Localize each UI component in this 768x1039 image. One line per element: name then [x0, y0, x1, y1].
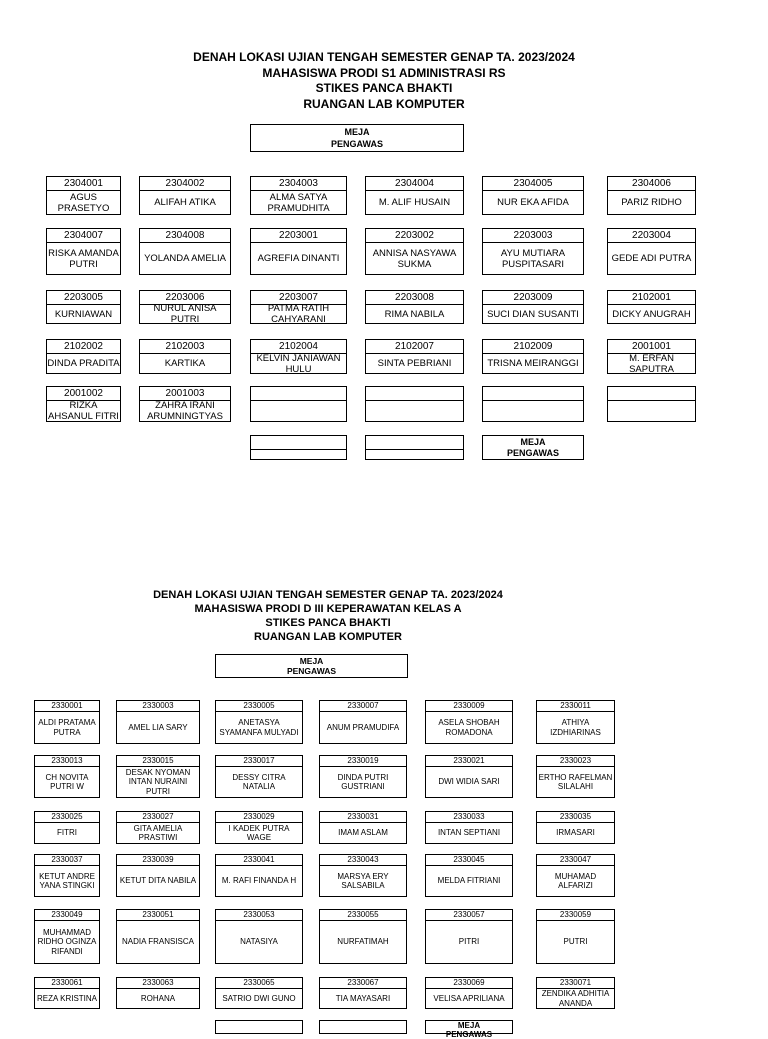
seat-id: 2330049 [35, 910, 99, 921]
title-line: STIKES PANCA BHAKTI [265, 617, 391, 629]
seat [607, 290, 696, 324]
seat-id: 2304001 [47, 177, 120, 191]
seat-student-name: MUHAMAD ALFARIZI [554, 871, 597, 890]
seat-student-name: MARSYA ERY SALSABILA [337, 871, 389, 890]
seat-id: 2330011 [537, 701, 614, 712]
seat-student-name: PARIZ RIDHO [621, 197, 682, 208]
seat [536, 755, 615, 798]
seat-id: 2203005 [47, 291, 120, 305]
desk-label: MEJA [344, 127, 370, 137]
seat-student-name [608, 401, 695, 421]
seat-id: 2330063 [117, 978, 199, 989]
seat [365, 339, 464, 374]
seat-student-name: INTAN SEPTIANI [437, 828, 501, 838]
seat-student-name: AYU MUTIARA PUSPITASARI [500, 247, 566, 270]
title-line: MAHASISWA PRODI S1 ADMINISTRASI RS [262, 65, 506, 80]
seat [116, 854, 200, 897]
seat-id: 2203004 [608, 229, 695, 243]
seat-id: 2102001 [608, 291, 695, 305]
seat-student-name: ROHANA [140, 993, 176, 1003]
seat [34, 755, 100, 798]
title-line: RUANGAN LAB KOMPUTER [254, 631, 402, 643]
seat [536, 977, 615, 1009]
seat-student-name: GEDE ADI PUTRA [611, 253, 692, 264]
seat-id [366, 436, 463, 450]
seat [365, 176, 464, 215]
section2-title [0, 588, 712, 644]
seat-id: 2330041 [216, 855, 302, 866]
seat [250, 339, 347, 374]
title-line: RUANGAN LAB KOMPUTER [303, 96, 465, 111]
seat [215, 811, 303, 844]
seat-id: 2330027 [117, 812, 199, 823]
seat-id: 2330025 [35, 812, 99, 823]
title-line: DENAH LOKASI UJIAN TENGAH SEMESTER GENAP TA. 2023/2024 [193, 50, 575, 64]
seat-student-name: NUR EKA AFIDA [497, 197, 569, 208]
seat [116, 811, 200, 844]
seat-id: 2001002 [47, 387, 120, 401]
seat-student-name: DINDA PUTRI GUSTRIANI [337, 772, 389, 791]
desk-label: PENGAWAS [506, 447, 559, 458]
seat [425, 811, 513, 844]
seat-id: 2203003 [483, 229, 583, 243]
seat-student-name: NURUL ANISA PUTRI [153, 305, 217, 323]
seat-student-name: M. RAFI FINANDA H [221, 876, 297, 886]
seat-student-name: DICKY ANUGRAH [612, 308, 691, 320]
seat-id: 2330039 [117, 855, 199, 866]
seat [319, 811, 407, 844]
seat [116, 909, 200, 964]
seat-student-name: IMAM ASLAM [338, 828, 388, 838]
seat-student-name: NADIA FRANSISCA [121, 937, 194, 947]
seat-id: 2330037 [35, 855, 99, 866]
seat [607, 339, 696, 374]
section1-title [0, 50, 768, 112]
seat-student-name: ZENDIKA ADHITIA ANANDA [541, 989, 610, 1008]
seat-student-name: KETUT DITA NABILA [119, 876, 197, 886]
seat [139, 176, 231, 215]
seat-id: 2102007 [366, 340, 463, 354]
seat-id [608, 387, 695, 401]
seat [215, 977, 303, 1009]
seat [482, 228, 584, 275]
seat-student-name: AGUS PRASETYO [57, 191, 110, 214]
seat-student-name: RISKA AMANDA PUTRI [48, 247, 119, 270]
seat [319, 909, 407, 964]
seat-id: 2330023 [537, 756, 614, 767]
seat-id: 2304002 [140, 177, 230, 191]
seat-student-name [251, 401, 346, 421]
seat-id: 2330045 [426, 855, 512, 866]
desk-label: MEJA [520, 436, 546, 447]
empty-seat [482, 386, 584, 422]
empty-seat [319, 1020, 407, 1034]
seat-student-name: YOLANDA AMELIA [144, 253, 226, 264]
seat-id: 2330005 [216, 701, 302, 712]
seat [536, 854, 615, 897]
seat-id: 2330029 [216, 812, 302, 823]
seat [536, 700, 615, 744]
seat-student-name: ALDI PRATAMA PUTRA [38, 718, 96, 737]
supervisor-desk [425, 1020, 513, 1039]
seat-id: 2304006 [608, 177, 695, 191]
supervisor-desk [482, 435, 584, 460]
seat-id: 2330033 [426, 812, 512, 823]
seat-id: 2330001 [35, 701, 99, 712]
seat-student-name: ALMA SATYA PRAMUDHITA [267, 191, 330, 214]
seat [46, 228, 121, 275]
seat [34, 909, 100, 964]
seat-id: 2330021 [426, 756, 512, 767]
seat-id [251, 436, 346, 450]
supervisor-desk [215, 654, 408, 678]
seat-student-name: NATASIYA [240, 937, 278, 947]
seat-id: 2330047 [537, 855, 614, 866]
seat-id: 2304007 [47, 229, 120, 243]
seat-student-name: ANETASYA SYAMANFA MULYADI [219, 718, 299, 737]
seat-student-name: KARTIKA [164, 358, 206, 369]
seat-student-name: M. ALIF HUSAIN [378, 197, 451, 208]
seat-student-name: ALIFAH ATIKA [154, 197, 216, 208]
seat [139, 339, 231, 374]
seat [139, 386, 231, 422]
seat-id [483, 387, 583, 401]
seat-id: 2330003 [117, 701, 199, 712]
seat-student-name: TIA MAYASARI [335, 993, 391, 1003]
seat-id: 2330065 [216, 978, 302, 989]
seat [250, 290, 347, 324]
seat-student-name: MUHAMMAD RIDHO OGINZA RIFANDI [37, 927, 97, 956]
seat-student-name: REZA KRISTINA [36, 993, 97, 1003]
seat [250, 228, 347, 275]
seat-id: 2330031 [320, 812, 406, 823]
seat-student-name: ASELA SHOBAH ROMADONA [438, 718, 500, 737]
desk-label: MEJA [299, 655, 324, 666]
seat-student-name: MELDA FITRIANI [437, 876, 501, 886]
seat-id: 2330053 [216, 910, 302, 921]
title-line: DENAH LOKASI UJIAN TENGAH SEMESTER GENAP TA. 2023/2024 [153, 589, 503, 601]
seat-student-name: PITRI [458, 937, 480, 947]
seat [215, 700, 303, 744]
seat-id: 2330009 [426, 701, 512, 712]
seat-id [251, 387, 346, 401]
seat-id: 2304003 [251, 177, 346, 191]
seat-id: 2203001 [251, 229, 346, 243]
seat [536, 811, 615, 844]
seat-student-name: SUCI DIAN SUSANTI [487, 308, 579, 320]
empty-seat [250, 386, 347, 422]
empty-seat [607, 386, 696, 422]
seat-id: 2304005 [483, 177, 583, 191]
seat-student-name: AGREFIA DINANTI [257, 253, 340, 264]
seat-id: 2330019 [320, 756, 406, 767]
desk-label: PENGAWAS [445, 1030, 493, 1039]
seat [139, 228, 231, 275]
seat-student-name: NURFATIMAH [337, 937, 389, 947]
seat-id: 2330059 [537, 910, 614, 921]
empty-seat [215, 1020, 303, 1034]
seat-id: 2203009 [483, 291, 583, 305]
seat [425, 700, 513, 744]
desk-label: PENGAWAS [286, 666, 337, 676]
seat [34, 854, 100, 897]
seat-student-name: KELVIN JANIAWAN HULU [256, 354, 341, 373]
seat-student-name: RIMA NABILA [384, 308, 445, 320]
seat-id: 2102009 [483, 340, 583, 354]
empty-seat [365, 386, 464, 422]
seat [425, 755, 513, 798]
seat [365, 290, 464, 324]
seat [34, 977, 100, 1009]
seat-id: 2203006 [140, 291, 230, 305]
seat-id: 2001001 [608, 340, 695, 354]
seat-id: 2330035 [537, 812, 614, 823]
seat [215, 854, 303, 897]
seat [319, 854, 407, 897]
seat [319, 755, 407, 798]
seat [425, 909, 513, 964]
seat [250, 176, 347, 215]
seat-student-name: ANNISA NASYAWA SUKMA [372, 247, 457, 270]
seat-id: 2330043 [320, 855, 406, 866]
seat [319, 700, 407, 744]
seat-id: 2330015 [117, 756, 199, 767]
seat-id: 2330007 [320, 701, 406, 712]
seat-id: 2330057 [426, 910, 512, 921]
seat [425, 977, 513, 1009]
seat-student-name: DWI WIDIA SARI [438, 777, 500, 787]
seat-id: 2330017 [216, 756, 302, 767]
seat-id: 2330061 [35, 978, 99, 989]
seat-student-name: SINTA PEBRIANI [377, 358, 452, 369]
seat-student-name: KETUT ANDRE YANA STINGKI [39, 871, 95, 890]
seat-id: 2102002 [47, 340, 120, 354]
seat-student-name: ZAHRA IRANI ARUMNINGTYAS [147, 401, 223, 421]
seat-student-name: FITRI [57, 828, 77, 838]
supervisor-desk [250, 124, 464, 152]
seat-student-name: AMEL LIA SARY [128, 722, 188, 732]
seat [607, 176, 696, 215]
empty-seat [365, 435, 464, 460]
seat-student-name: RIZKA AHSANUL FITRI [48, 401, 119, 421]
seat [34, 700, 100, 744]
seat [536, 909, 615, 964]
seat-student-name: IRMASARI [556, 828, 595, 838]
seat [215, 755, 303, 798]
seat [116, 755, 200, 798]
seat [139, 290, 231, 324]
seat [46, 386, 121, 422]
seat [607, 228, 696, 275]
title-line: MAHASISWA PRODI D III KEPERAWATAN KELAS A [194, 603, 462, 615]
seat-id: 2102004 [251, 340, 346, 354]
seat-student-name: ATHIYA IZDHIARINAS [550, 718, 601, 737]
seat-student-name [483, 401, 583, 421]
seat [319, 977, 407, 1009]
seat-student-name: DINDA PRADITA [47, 358, 120, 369]
seat-student-name: CH NOVITA PUTRI W [45, 772, 89, 791]
seat [116, 977, 200, 1009]
seat-student-name: DESAK NYOMAN INTAN NURAINI PUTRI [125, 767, 191, 796]
seat-id: 2330069 [426, 978, 512, 989]
seat-id: 2304008 [140, 229, 230, 243]
seat-student-name [366, 450, 463, 459]
seat-id: 2330067 [320, 978, 406, 989]
seat-student-name [366, 401, 463, 421]
seat [215, 909, 303, 964]
desk-label: MEJA [457, 1021, 481, 1030]
seat-id: 2102003 [140, 340, 230, 354]
seat-id: 2304004 [366, 177, 463, 191]
seat [482, 339, 584, 374]
seat [116, 700, 200, 744]
seat [34, 811, 100, 844]
seat-student-name: PUTRI [563, 937, 588, 947]
seat-id: 2330013 [35, 756, 99, 767]
seat-student-name: SATRIO DWI GUNO [222, 993, 296, 1003]
seat-id: 2330055 [320, 910, 406, 921]
seat-student-name: M. ERFAN SAPUTRA [629, 354, 674, 373]
empty-seat [250, 435, 347, 460]
title-line: STIKES PANCA BHAKTI [315, 81, 453, 95]
seat-student-name: I KADEK PUTRA WAGE [228, 823, 290, 842]
seat-id: 2330051 [117, 910, 199, 921]
seat [482, 176, 584, 215]
seat [46, 176, 121, 215]
seat [46, 339, 121, 374]
seat-id [366, 387, 463, 401]
seat-id: 2001003 [140, 387, 230, 401]
seat-id: 2203007 [251, 291, 346, 305]
desk-label: PENGAWAS [330, 139, 383, 149]
seat-student-name: GITA AMELIA PRASTIWI [133, 823, 183, 842]
seat-student-name [251, 450, 346, 459]
seat [482, 290, 584, 324]
seat-id: 2203002 [366, 229, 463, 243]
seat-student-name: TRISNA MEIRANGGI [487, 358, 579, 369]
seat-student-name: PATMA RATIH CAHYARANI [267, 305, 330, 323]
seat-id: 2203008 [366, 291, 463, 305]
seat-student-name: ANUM PRAMUDIFA [326, 722, 400, 732]
seat-student-name: VELISA APRILIANA [433, 993, 505, 1003]
seat [365, 228, 464, 275]
seat [425, 854, 513, 897]
seat-student-name: KURNIAWAN [54, 308, 113, 320]
seat-id: 2330071 [537, 978, 614, 989]
seat [46, 290, 121, 324]
seat-student-name: DESSY CITRA NATALIA [232, 772, 286, 791]
seat-student-name: ERTHO RAFELMAN SILALAHI [538, 772, 613, 791]
